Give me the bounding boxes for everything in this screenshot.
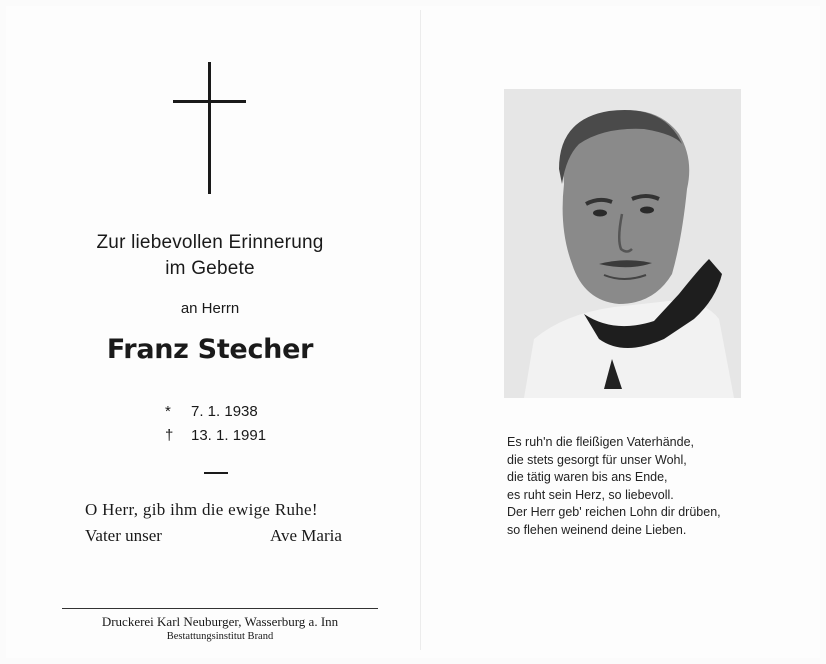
death-date: 13. 1. 1991 bbox=[191, 427, 267, 444]
funeral-home-credit: Bestattungsinstitut Brand bbox=[166, 631, 274, 642]
portrait-image bbox=[504, 89, 741, 398]
memorial-poem bbox=[507, 434, 721, 539]
printer-rule bbox=[62, 608, 378, 609]
prayer-vater-unser: Vater unser bbox=[85, 526, 162, 545]
cross-icon-bar bbox=[173, 100, 246, 103]
birth-row bbox=[165, 400, 266, 424]
card-fold bbox=[420, 10, 421, 650]
poem-line: so flehen weinend deine Lieben. bbox=[507, 522, 687, 537]
birth-date: 7. 1. 1938 bbox=[191, 403, 258, 420]
memorial-line-2: im Gebete bbox=[165, 258, 255, 279]
death-cross-icon: † bbox=[165, 427, 174, 444]
address-line: an Herrn bbox=[180, 300, 240, 317]
poem-line: die tätig waren bis ans Ende, bbox=[507, 470, 668, 484]
birth-star-icon: * bbox=[165, 403, 171, 420]
poem-line: Der Herr geb' reichen Lohn dir drüben, bbox=[507, 505, 721, 519]
poem-line: die stets gesorgt für unser Wohl, bbox=[507, 452, 687, 467]
portrait-photo bbox=[504, 89, 741, 398]
prayer-text: O Herr, gib ihm die ewige Ruhe! bbox=[85, 500, 318, 519]
divider-dash bbox=[204, 472, 228, 474]
printer-credit: Druckerei Karl Neuburger, Wasserburg a. Inn bbox=[101, 614, 339, 629]
memorial-line-1: Zur liebevollen Erinnerung bbox=[96, 232, 324, 253]
poem-line: es ruht sein Herz, so liebevoll. bbox=[507, 487, 674, 502]
life-dates bbox=[165, 400, 266, 448]
poem-line: Es ruh'n die fleißigen Vaterhände, bbox=[507, 435, 694, 449]
death-row bbox=[165, 424, 266, 448]
deceased-name: Franz Stecher bbox=[106, 334, 314, 365]
prayer-ave-maria: Ave Maria bbox=[270, 526, 342, 545]
cross-icon bbox=[208, 62, 211, 194]
